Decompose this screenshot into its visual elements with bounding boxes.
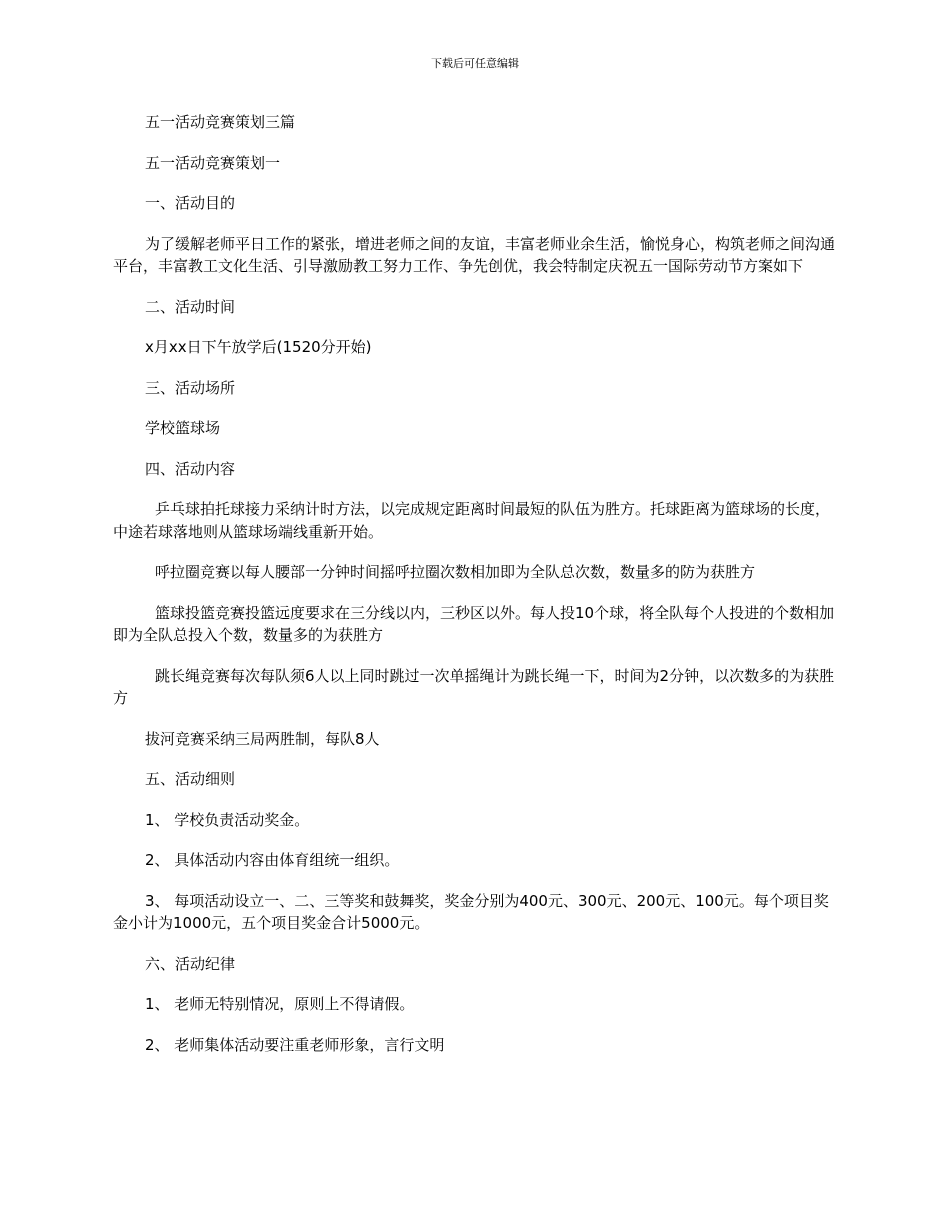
section-heading-content: 四、活动内容	[145, 459, 236, 478]
list-item-rule-1: 1、 学校负责活动奖金。	[145, 810, 310, 829]
list-item-rule-2: 2、 具体活动内容由体育组统一组织。	[145, 851, 400, 869]
list-item-rule-3: 3、 每项活动设立一、二、三等奖和鼓舞奖，奖金分别为400元、300元、200元、100元。每个项目奖金小计为1000元，五个项目奖金合计5000元。	[113, 891, 829, 932]
page-header: 下载后可任意编辑	[431, 57, 519, 70]
section-heading-venue: 三、活动场所	[145, 378, 236, 397]
list-item-discipline-1: 1、 老师无特别情况，原则上不得请假。	[145, 995, 415, 1013]
paragraph-jump-rope: 跳长绳竞赛每次每队须6人以上同时跳过一次单摇绳计为跳长绳一下，时间为2分钟，以次数多的为获胜方	[113, 666, 835, 707]
section-subtitle: 五一活动竞赛策划一	[145, 153, 281, 172]
paragraph-purpose: 为了缓解老师平日工作的紧张，增进老师之间的友谊，丰富老师业余生活，愉悦身心，构筑老师之间沟通平台，丰富教工文化生活、引导激励教工努力工作、争先创优，我会特制定庆祝五一国际劳动节方案如下	[113, 234, 836, 275]
document-title: 五一活动竞赛策划三篇	[145, 113, 296, 131]
paragraph-tug-of-war: 拔河竞赛采纳三局两胜制，每队8人	[145, 729, 380, 748]
section-heading-time: 二、活动时间	[145, 297, 236, 316]
paragraph-pingpong: 乒乓球拍托球接力采纳计时方法，以完成规定距离时间最短的队伍为胜方。托球距离为篮球场的长度，中途若球落地则从篮球场端线重新开始。	[113, 500, 831, 541]
paragraph-hula-hoop: 呼拉圈竞赛以每人腰部一分钟时间摇呼拉圈次数相加即为全队总次数，数量多的防为获胜方	[155, 563, 756, 581]
section-heading-rules: 五、活动细则	[145, 770, 236, 788]
document-body	[113, 111, 837, 1074]
section-heading-purpose: 一、活动目的	[145, 194, 236, 212]
paragraph-time: x月xx日下午放学后(1520分开始)	[145, 338, 372, 356]
paragraph-basketball: 篮球投篮竞赛投篮远度要求在三分线以内，三秒区以外。每人投10个球，将全队每个人投进的个数相加即为全队总投入个数，数量多的为获胜方	[113, 603, 835, 644]
paragraph-venue: 学校篮球场	[145, 419, 221, 437]
list-item-discipline-2: 2、 老师集体活动要注重老师形象，言行文明	[145, 1035, 445, 1054]
section-heading-discipline: 六、活动纪律	[145, 954, 236, 973]
